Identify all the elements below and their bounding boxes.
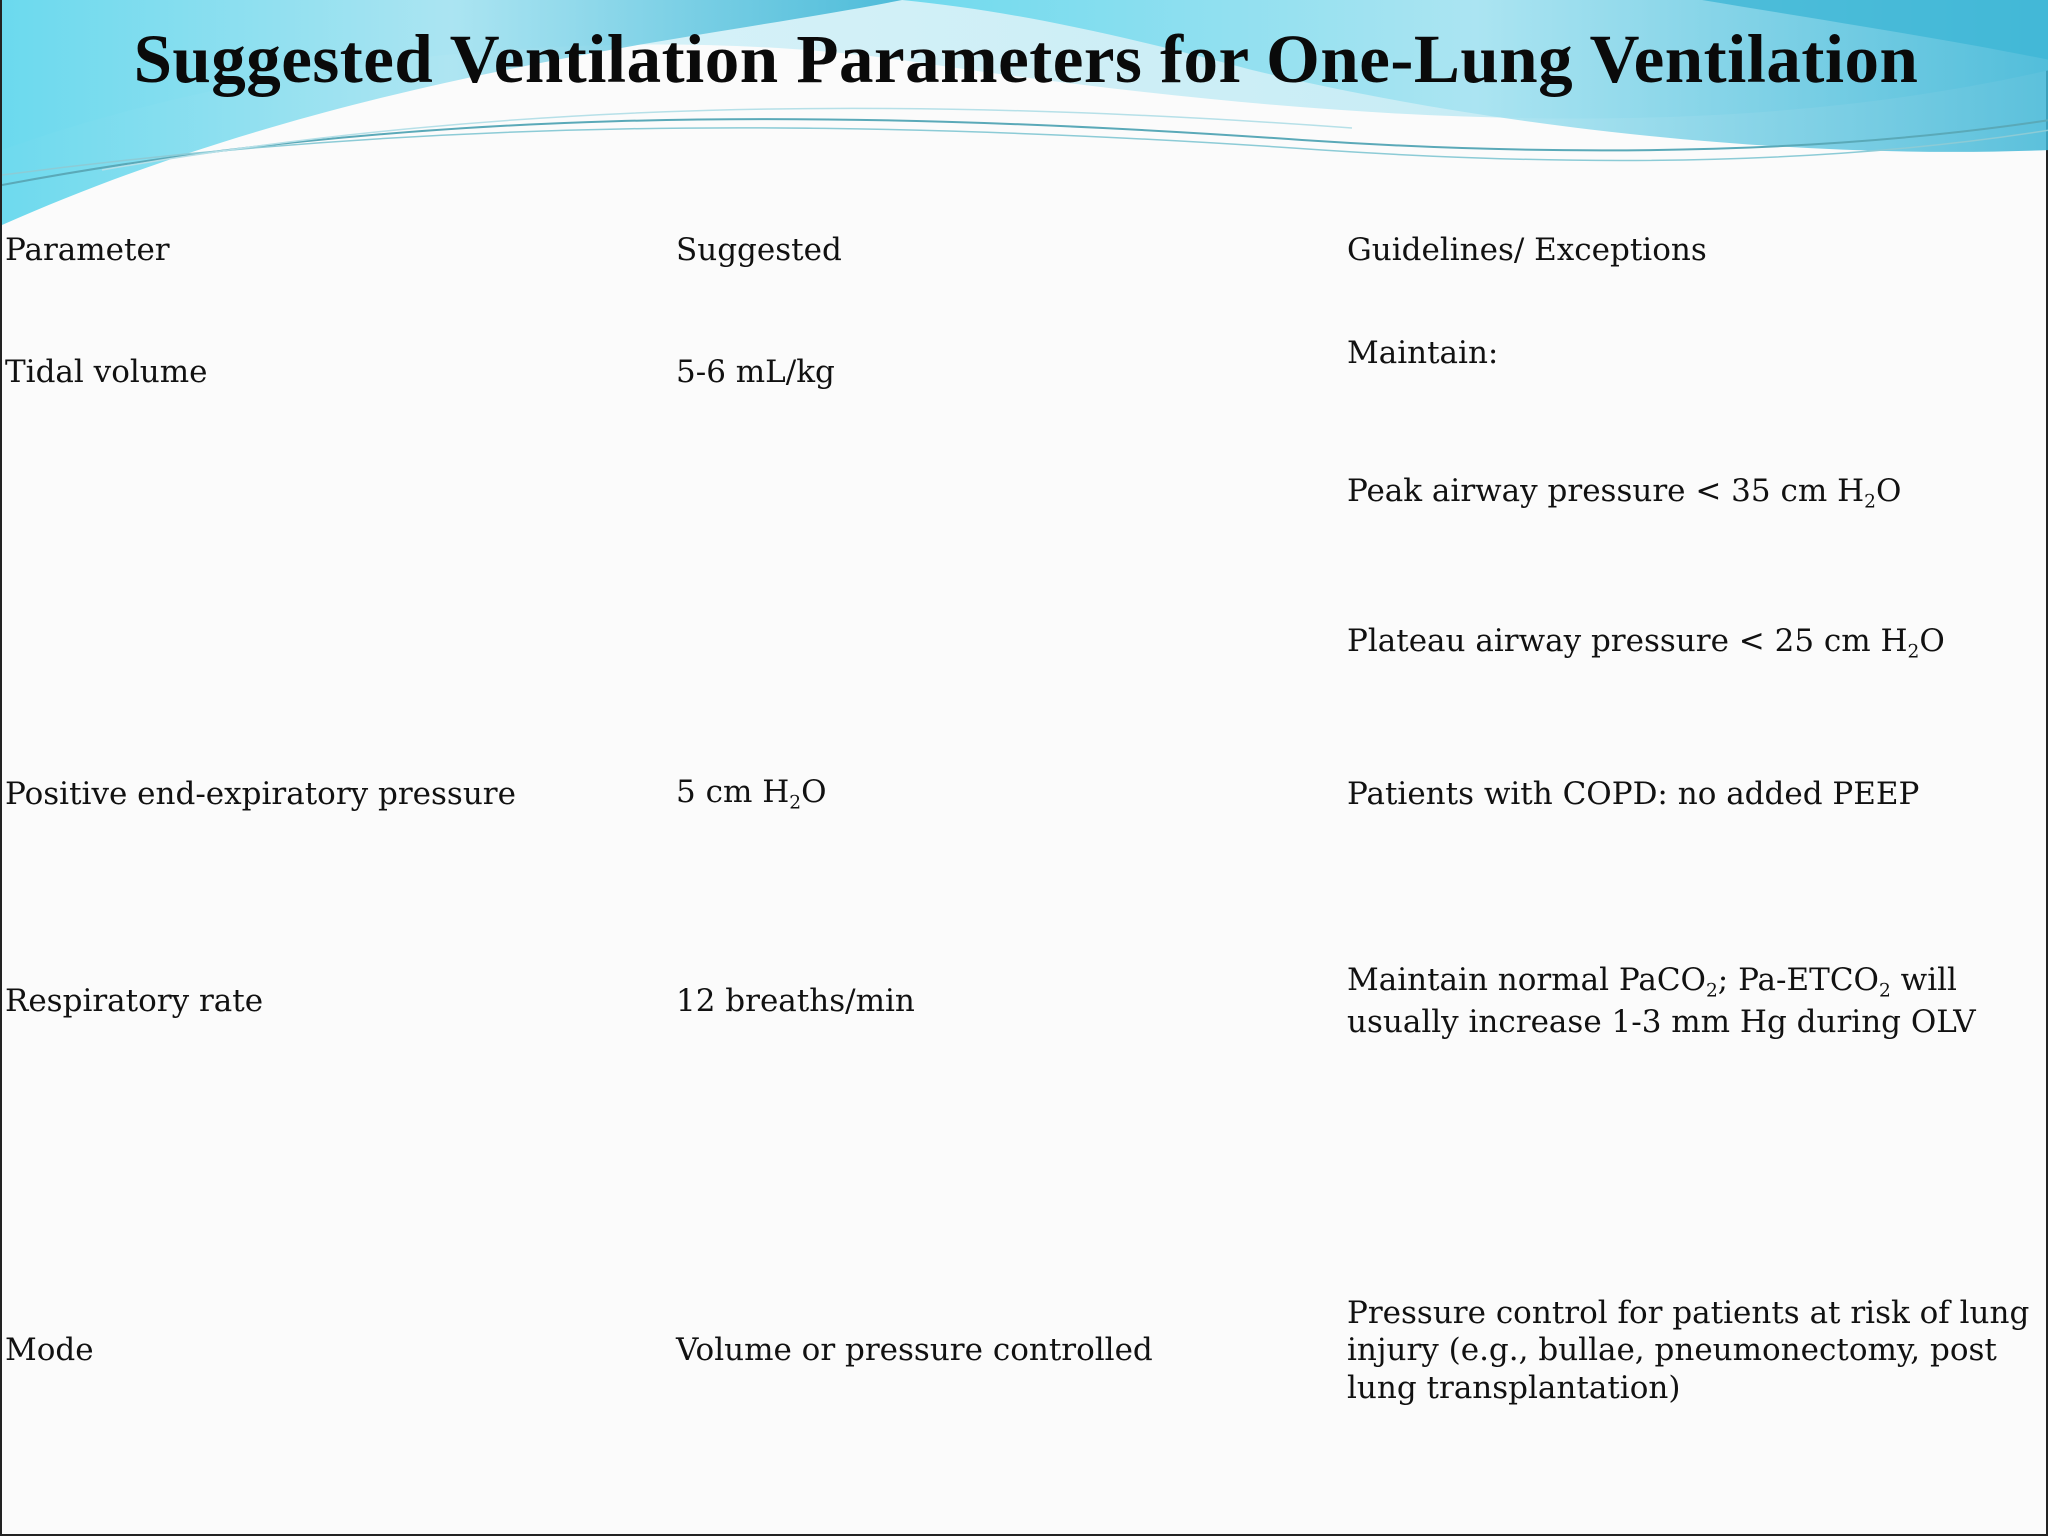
tidal-volume-suggested: 5-6 mL/kg xyxy=(676,354,835,390)
mode-guideline-line1: Pressure control for patients at risk of lung xyxy=(1347,1295,2030,1331)
respiratory-rate-parameter: Respiratory rate xyxy=(5,983,264,1019)
plateau-airway-pressure-guideline: Plateau airway pressure < 25 cm $H_2O$ xyxy=(1347,623,1945,663)
respiratory-rate-suggested: 12 breaths/min xyxy=(676,983,915,1019)
tidal-volume-parameter: Tidal volume xyxy=(5,354,208,390)
respiratory-rate-guideline-line1: Maintain normal PaCO$_2$; $Pa-ETCO_2$ will xyxy=(1347,962,1957,1002)
header-parameter: Parameter xyxy=(5,232,170,268)
peep-suggested: 5 cm $H_2O$ xyxy=(676,774,827,814)
peak-airway-pressure-guideline: Peak airway pressure < 35 cm $H_2O$ xyxy=(1347,473,1902,513)
header-guidelines: Guidelines/ Exceptions xyxy=(1347,232,1707,268)
mode-guideline-line3: lung transplantation) xyxy=(1347,1370,1681,1406)
slide-title: Suggested Ventilation Parameters for One-Lung Ventilation xyxy=(133,21,1919,97)
mode-parameter: Mode xyxy=(5,1332,94,1368)
header-suggested: Suggested xyxy=(676,232,842,268)
tidal-volume-guideline-intro: Maintain: xyxy=(1347,335,1499,371)
respiratory-rate-guideline-line2: usually increase 1-3 mm Hg during OLV xyxy=(1347,1004,1976,1040)
peep-parameter: Positive end-expiratory pressure xyxy=(5,776,516,812)
mode-guideline-line2: injury (e.g., bullae, pneumonectomy, post xyxy=(1347,1332,1997,1368)
mode-suggested: Volume or pressure controlled xyxy=(676,1332,1153,1368)
peep-guideline: Patients with COPD: no added PEEP xyxy=(1347,776,1920,812)
